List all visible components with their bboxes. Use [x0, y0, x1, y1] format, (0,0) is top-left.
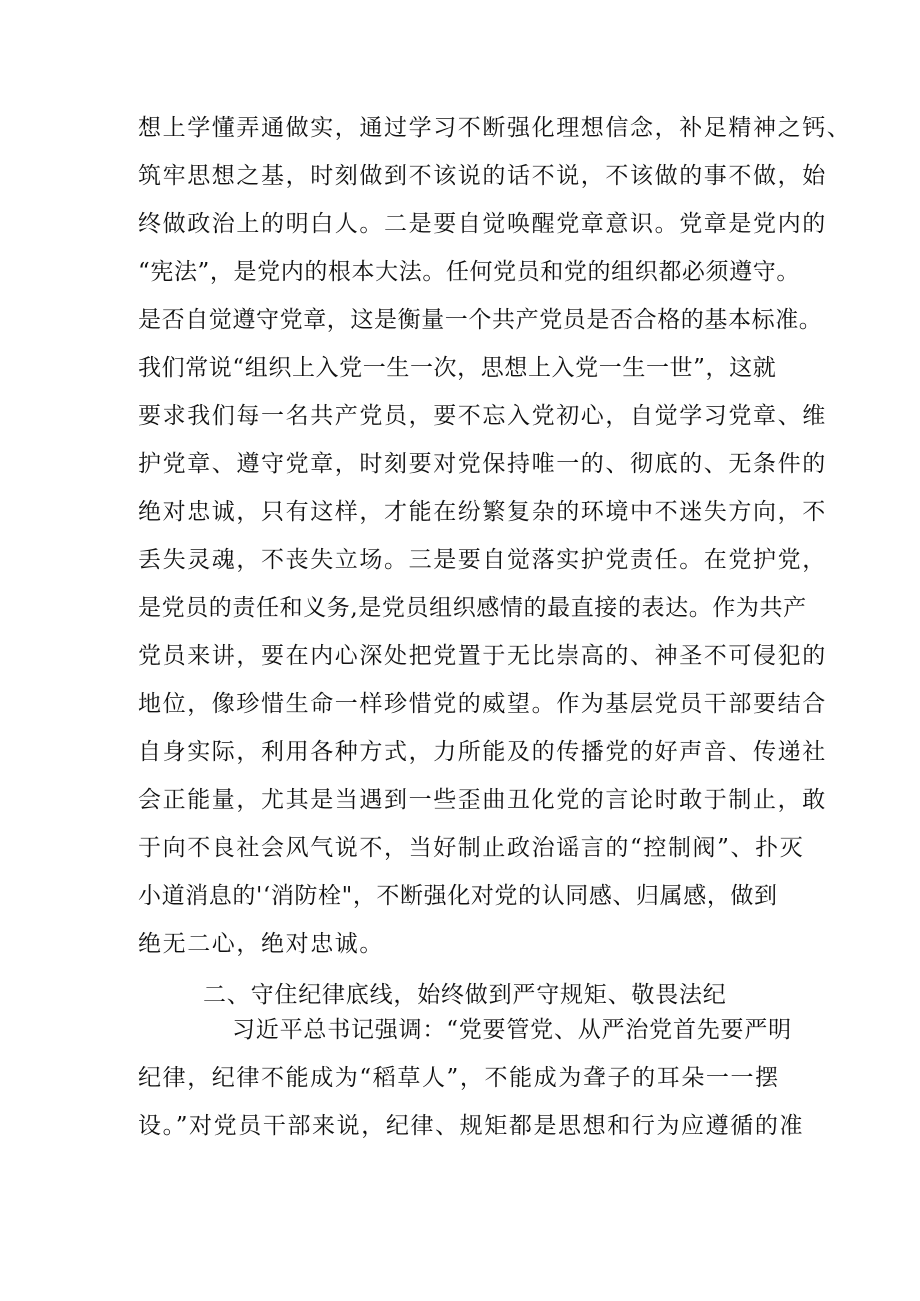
body-line: 筑牢思想之基，时刻做到不该说的话不说，不该做的事不做，始	[138, 163, 827, 189]
body-line: 小道消息的'‘消防栓"，不断强化对党的认同感、归属感，做到	[138, 883, 778, 909]
body-line: 地位，像珍惜生命一样珍惜党的威望。作为基层党员干部要结合	[138, 691, 827, 717]
body-line: 党员来讲，要在内心深处把党置于无比崇高的、神圣不可侵犯的	[138, 643, 827, 669]
body-line: 会正能量，尤其是当遇到一些歪曲丑化党的言论时敢于制止，敢	[138, 787, 827, 813]
body-line: 终做政治上的明白人。二是要自觉唤醒党章意识。党章是党内的	[138, 211, 827, 237]
body-line: 想上学懂弄通做实，通过学习不断强化理想信念，补足精神之钙、	[138, 115, 852, 141]
body-line: 我们常说“组织上入党一生一次，思想上入党一生一世”，这就	[138, 355, 777, 381]
body-line: “宪法”，是党内的根本大法。任何党员和党的组织都必须遵守。	[138, 259, 800, 285]
section-heading: 二、守住纪律底线，始终做到严守规矩、敬畏法纪	[203, 982, 727, 1008]
body-line: 护党章、遵守党章，时刻要对党保持唯一的、彻底的、无条件的	[138, 451, 827, 477]
section-line: 习近平总书记强调：“党要管党、从严治党首先要严明	[232, 1017, 792, 1043]
body-line: 自身实际，利用各种方式，力所能及的传播党的好声音、传递社	[138, 739, 827, 765]
body-line: 是否自觉遵守党章，这是衡量一个共产党员是否合格的基本标准。	[138, 307, 823, 333]
body-line: 丢失灵魂，不丧失立场。三是要自觉落实护党责任。在党护党，	[138, 547, 827, 573]
section-line: 设。”对党员干部来说，纪律、规矩都是思想和行为应遵循的准	[138, 1113, 805, 1139]
body-line: 是党员的责任和义务,是党员组织感情的最直接的表达。作为共产	[138, 595, 807, 621]
body-line: 绝对忠诚，只有这样，才能在纷繁复杂的环境中不迷失方向，不	[138, 499, 827, 525]
body-line: 于向不良社会风气说不，当好制止政治谣言的“控制阀”、扑灭	[138, 835, 805, 861]
body-line: 要求我们每一名共产党员，要不忘入党初心，自觉学习党章、维	[138, 403, 827, 429]
body-line: 绝无二心，绝对忠诚。	[138, 931, 384, 957]
section-line: 纪律，纪律不能成为“稻草人”，不能成为聋子的耳朵一一摆	[138, 1065, 780, 1091]
